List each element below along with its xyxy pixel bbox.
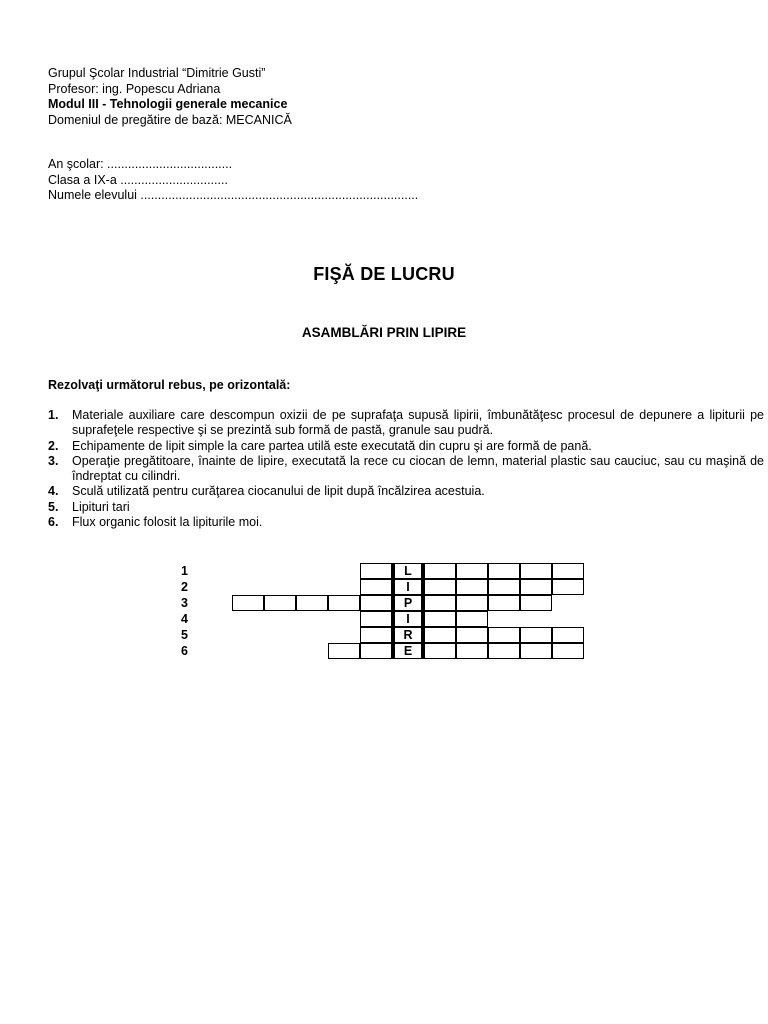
crossword-row-number: 2	[181, 580, 188, 594]
page-title: FIŞĂ DE LUCRU	[313, 264, 455, 284]
crossword-cell[interactable]	[296, 595, 328, 611]
crossword-cell[interactable]	[360, 563, 392, 579]
crossword-cell[interactable]	[424, 611, 456, 627]
crossword-cell[interactable]	[552, 563, 584, 579]
crossword-cell[interactable]	[456, 579, 488, 595]
crossword-cell[interactable]	[520, 563, 552, 579]
crossword-key-cell: E	[392, 643, 424, 659]
crossword-row-number: 6	[181, 644, 188, 658]
crossword-cell[interactable]	[360, 611, 392, 627]
question-number: 2.	[48, 438, 59, 453]
crossword-cell[interactable]	[232, 595, 264, 611]
question-item	[48, 515, 764, 530]
question-item	[48, 454, 764, 485]
crossword-cell[interactable]	[328, 643, 360, 659]
document-header	[48, 66, 292, 128]
question-text: Sculă utilizată pentru curăţarea ciocanului de lipit după încălzirea acestuia.	[72, 484, 485, 499]
crossword-cell[interactable]	[424, 627, 456, 643]
crossword-key-cell: I	[392, 579, 424, 595]
instruction-text: Rezolvaţi următorul rebus, pe orizontală:	[48, 378, 291, 392]
student-name-line: Numele elevului ................................................................................	[48, 188, 419, 202]
crossword-cell[interactable]	[520, 595, 552, 611]
question-text: Lipituri tari	[72, 499, 130, 514]
crossword-cell[interactable]	[456, 563, 488, 579]
question-number: 6.	[48, 515, 59, 530]
crossword-cell[interactable]	[456, 627, 488, 643]
crossword-cell[interactable]	[424, 563, 456, 579]
question-item	[48, 484, 764, 499]
crossword-cell[interactable]	[264, 595, 296, 611]
question-number: 1.	[48, 408, 59, 422]
crossword-cell[interactable]	[456, 643, 488, 659]
crossword-cell[interactable]	[488, 627, 520, 643]
crossword-key-cell: I	[392, 611, 424, 627]
question-number: 5.	[48, 499, 59, 514]
school-year-line: An şcolar: ....................................	[48, 157, 233, 171]
school-name: Grupul Şcolar Industrial “Dimitrie Gusti”	[48, 66, 266, 80]
crossword-key-cell: P	[392, 595, 424, 611]
crossword-row-number: 4	[181, 612, 188, 626]
question-text: Materiale auxiliare care descompun oxizii de pe suprafaţa supusă lipirii, îmbunătăţesc procesul de depunere a lipiturii pe suprafeţele respective şi se prezintă sub formă de pastă, granule sau pudră.	[72, 408, 764, 438]
crossword-cell[interactable]	[488, 643, 520, 659]
module-name: Modul III - Tehnologii generale mecanice	[48, 97, 288, 111]
question-item	[48, 408, 764, 439]
crossword-cell[interactable]	[520, 627, 552, 643]
class-line: Clasa a IX-a ...............................	[48, 172, 228, 187]
crossword-cell[interactable]	[424, 595, 456, 611]
crossword-cell[interactable]	[552, 579, 584, 595]
crossword-cell[interactable]	[360, 627, 392, 643]
crossword-cell[interactable]	[488, 579, 520, 595]
question-text: Operaţie pregătitoare, înainte de lipire, executată la rece cu ciocan de lemn, material plastic sau cauciuc, sau cu maşină de îndreptat cu cilindri.	[72, 453, 764, 484]
student-info	[48, 157, 418, 204]
question-text: Echipamente de lipit simple la care partea utilă este executată din cupru şi are formă de pană.	[72, 438, 592, 453]
crossword-cell[interactable]	[360, 643, 392, 659]
crossword-key-cell: R	[392, 627, 424, 643]
crossword-row-number: 5	[181, 628, 188, 642]
crossword-cell[interactable]	[456, 611, 488, 627]
crossword-cell[interactable]	[328, 595, 360, 611]
crossword-cell[interactable]	[552, 627, 584, 643]
page-subtitle: ASAMBLĂRI PRIN LIPIRE	[301, 325, 467, 340]
question-item	[48, 439, 764, 454]
crossword-cell[interactable]	[360, 579, 392, 595]
crossword-cell[interactable]	[520, 579, 552, 595]
crossword-cell[interactable]	[520, 643, 552, 659]
crossword-key-cell: L	[392, 563, 424, 579]
question-number: 3.	[48, 453, 59, 468]
question-text: Flux organic folosit la lipiturile moi.	[72, 515, 263, 530]
crossword-cell[interactable]	[424, 579, 456, 595]
crossword-cell[interactable]	[488, 595, 520, 611]
crossword-cell[interactable]	[360, 595, 392, 611]
teacher-name: Profesor: ing. Popescu Adriana	[48, 81, 221, 96]
crossword-cell[interactable]	[552, 643, 584, 659]
training-domain: Domeniul de pregătire de bază: MECANICĂ	[48, 112, 292, 127]
crossword-cell[interactable]	[488, 563, 520, 579]
crossword-row-number: 3	[181, 596, 188, 610]
questions-list	[48, 408, 764, 530]
crossword-cell[interactable]	[424, 643, 456, 659]
question-number: 4.	[48, 484, 59, 499]
crossword-row-number: 1	[181, 564, 188, 578]
question-item	[48, 500, 764, 515]
crossword-cell[interactable]	[456, 595, 488, 611]
